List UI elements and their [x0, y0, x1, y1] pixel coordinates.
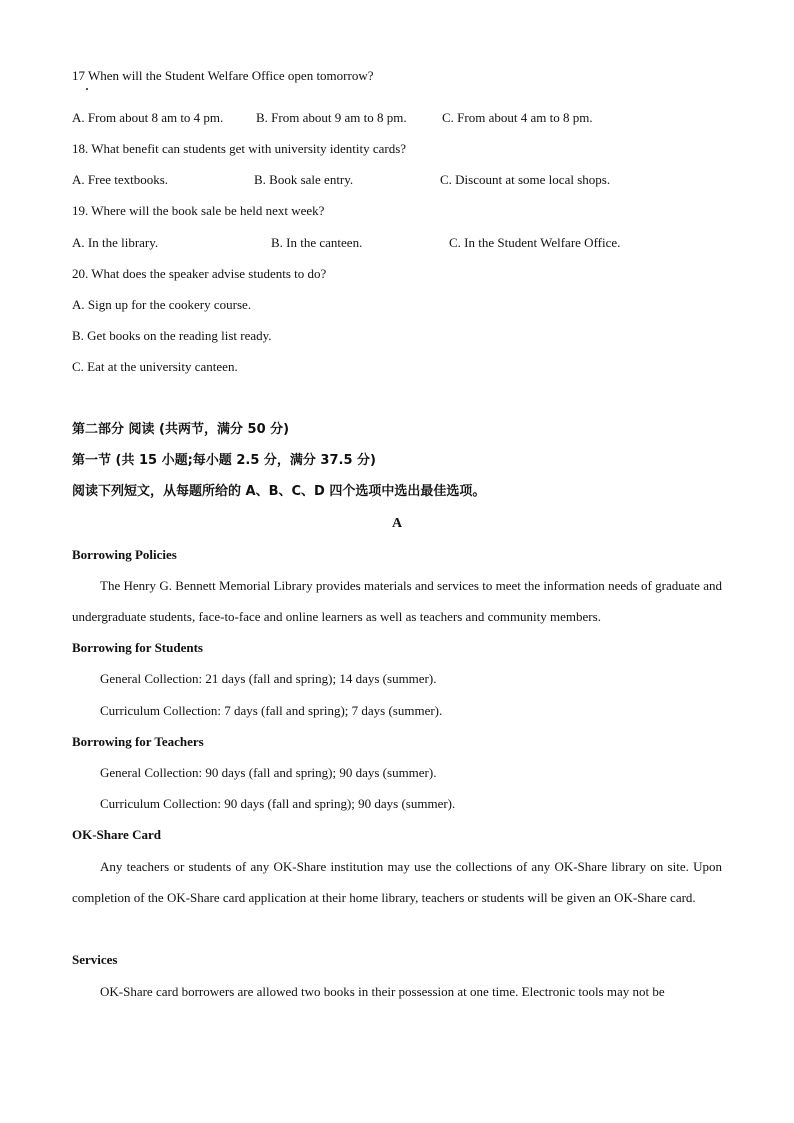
students-general-collection: General Collection: 21 days (fall and spring); 14 days (summer). — [100, 671, 437, 686]
heading-borrowing-students: Borrowing for Students — [72, 640, 203, 655]
q17-option-c: C. From about 4 am to 8 pm. — [442, 110, 593, 125]
paragraph-intro: The Henry G. Bennett Memorial Library provides materials and services to meet the information needs of graduate and undergraduate students, face-to-face and online learners as well as teachers and community members. — [72, 578, 722, 624]
question-20-stem: 20. What does the speaker advise students to do? — [72, 266, 327, 281]
section-instruction: 阅读下列短文，从每题所给的 A、B、C、D 四个选项中选出最佳选项。 — [72, 484, 486, 499]
heading-borrowing-teachers: Borrowing for Teachers — [72, 734, 204, 749]
q17-option-a: A. From about 8 am to 4 pm. — [72, 110, 224, 125]
section-sub-title: 第一节 (共 15 小题;每小题 2.5 分，满分 37.5 分) — [72, 453, 376, 468]
q19-option-c: C. In the Student Welfare Office. — [449, 235, 621, 250]
q20-option-b: B. Get books on the reading list ready. — [72, 328, 272, 343]
teachers-general-collection: General Collection: 90 days (fall and spring); 90 days (summer). — [100, 765, 437, 780]
question-18-stem: 18. What benefit can students get with university identity cards? — [72, 141, 407, 156]
question-19-stem: 19. Where will the book sale be held next week? — [72, 203, 325, 218]
section-part-title: 第二部分 阅读 (共两节，满分 50 分) — [72, 422, 290, 437]
q18-option-c: C. Discount at some local shops. — [440, 172, 611, 187]
q18-option-a: A. Free textbooks. — [72, 172, 169, 187]
teachers-curriculum-collection: Curriculum Collection: 90 days (fall and spring); 90 days (summer). — [100, 796, 456, 811]
heading-services: Services — [72, 952, 118, 967]
q20-option-a: A. Sign up for the cookery course. — [72, 297, 252, 312]
heading-borrowing-policies: Borrowing Policies — [72, 547, 177, 562]
q20-option-c: C. Eat at the university canteen. — [72, 359, 238, 374]
stray-mark — [86, 88, 88, 90]
q19-option-b: B. In the canteen. — [271, 235, 363, 250]
students-curriculum-collection: Curriculum Collection: 7 days (fall and spring); 7 days (summer). — [100, 703, 443, 718]
question-17-stem: 17 When will the Student Welfare Office open tomorrow? — [72, 68, 374, 83]
paragraph-okshare: Any teachers or students of any OK-Share institution may use the collections of any OK-Share library on site. Upon completion of the OK-Share card application at their home library, teachers or students will be given an OK-Share card. — [72, 859, 722, 905]
paragraph-services: OK-Share card borrowers are allowed two books in their possession at one time. Electronic tools may not be — [100, 984, 665, 999]
heading-okshare-card: OK-Share Card — [72, 827, 161, 842]
q19-option-a: A. In the library. — [72, 235, 159, 250]
passage-label: A — [391, 516, 403, 531]
q17-option-b: B. From about 9 am to 8 pm. — [256, 110, 407, 125]
q18-option-b: B. Book sale entry. — [254, 172, 354, 187]
